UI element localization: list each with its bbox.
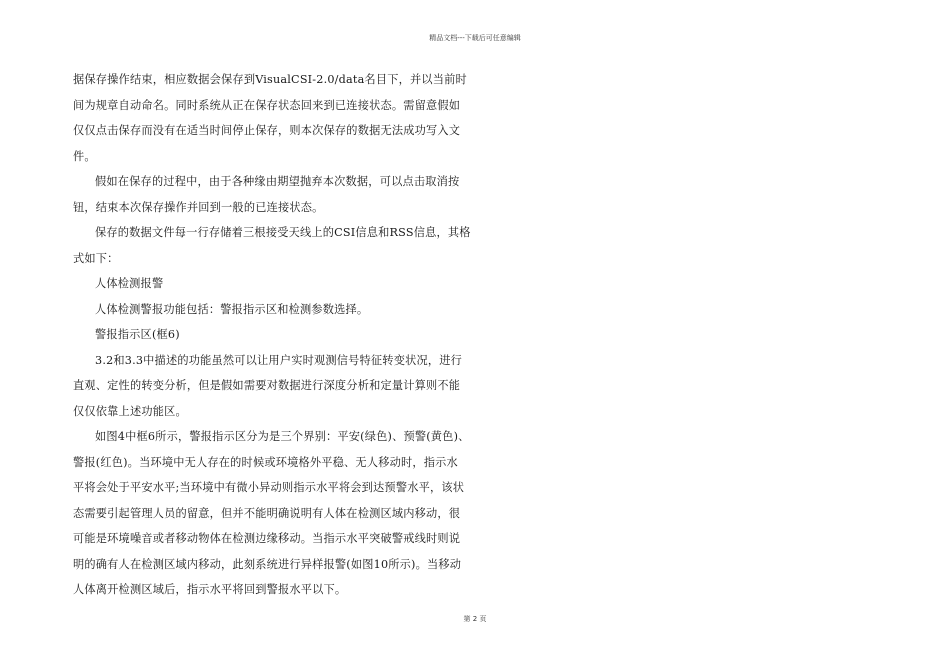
text-line: 钮，结束本次保存操作并回到一般的已连接状态。 xyxy=(73,200,324,214)
text-line: 3.2和3.3中描述的功能虽然可以让用户实时观测信号特征转变状况，进行 xyxy=(95,353,463,367)
page-number: 第 2 页 xyxy=(463,615,487,623)
text-line: 仅仅依靠上述功能区。 xyxy=(73,404,187,418)
text-line: 警报指示区(框6) xyxy=(95,328,180,341)
page-header: 精品文档---下载后可任意编辑 xyxy=(429,34,521,42)
text-line: 态需要引起管理人员的留意，但并不能明确说明有人体在检测区域内移动，很 xyxy=(73,506,461,520)
text-line: 人体离开检测区域后，指示水平将回到警报水平以下。 xyxy=(73,583,347,596)
text-line: 平将会处于平安水平;当环境中有微小异动则指示水平将会到达预警水平，该状 xyxy=(73,481,465,494)
text-line: 人体检测报警 xyxy=(95,277,164,290)
text-line: 仅仅点击保存而没有在适当时间停止保存，则本次保存的数据无法成功写入文 xyxy=(73,124,461,137)
text-line: 据保存操作结束，相应数据会保存到VisualCSI-2.0/data名目下，并以当前时 xyxy=(73,73,467,86)
document-body xyxy=(73,67,473,603)
text-line: 直观、定性的转变分析，但是假如需要对数据进行深度分析和定量计算则不能 xyxy=(73,379,461,392)
text-line: 假如在保存的过程中，由于各种缘由期望抛弃本次数据，可以点击取消按 xyxy=(95,175,460,188)
text-line: 明的确有人在检测区域内移动，此刻系统进行异样报警(如图10所示)。当移动 xyxy=(73,557,462,571)
text-line: 保存的数据文件每一行存储着三根接受天线上的CSI信息和RSS信息，其格 xyxy=(95,226,471,239)
text-line: 式如下： xyxy=(73,251,119,265)
text-line: 人体检测警报功能包括：警报指示区和检测参数选择。 xyxy=(95,302,369,316)
text-line: 如图4中框6所示，警报指示区分为是三个界别：平安(绿色)、预警(黄色)、 xyxy=(95,430,470,443)
text-line: 警报(红色)。当环境中无人存在的时候或环境格外平稳、无人移动时，指示水 xyxy=(73,455,458,469)
text-line: 间为规章自动命名。同时系统从正在保存状态回来到已连接状态。需留意假如 xyxy=(73,98,461,112)
text-line: 可能是环境噪音或者移动物体在检测边缘移动。当指示水平突破警戒线时则说 xyxy=(73,532,461,545)
text-line: 件。 xyxy=(73,149,96,163)
